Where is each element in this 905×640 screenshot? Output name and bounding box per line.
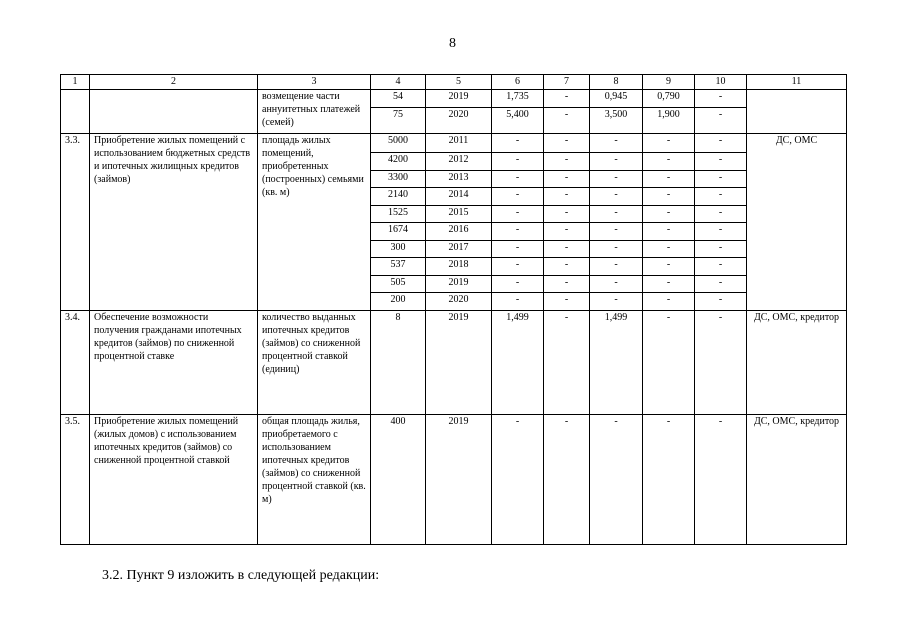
value-cell: - — [695, 240, 747, 258]
value-cell: - — [695, 134, 747, 153]
value-cell: - — [643, 310, 695, 414]
value-cell: 2013 — [426, 170, 492, 188]
value-cell: - — [590, 205, 643, 223]
value-cell: 2014 — [426, 188, 492, 206]
value-cell: - — [544, 223, 590, 241]
value-cell: 1,900 — [643, 108, 695, 134]
value-cell: - — [492, 205, 544, 223]
value-cell: - — [544, 108, 590, 134]
value-cell: 2019 — [426, 414, 492, 544]
value-cell: - — [643, 258, 695, 276]
col-header: 8 — [590, 75, 643, 90]
value-cell: 2018 — [426, 258, 492, 276]
value-cell: - — [643, 205, 695, 223]
header-row — [61, 75, 847, 90]
value-cell: - — [695, 310, 747, 414]
value-cell: - — [695, 293, 747, 311]
value-cell: 2016 — [426, 223, 492, 241]
value-cell: - — [492, 240, 544, 258]
value-cell: - — [643, 240, 695, 258]
value-cell: - — [492, 170, 544, 188]
value-cell: - — [492, 258, 544, 276]
executor: ДС, ОМС, кредитор — [747, 310, 847, 414]
value-cell: 2019 — [426, 90, 492, 108]
value-cell: - — [590, 293, 643, 311]
value-cell: - — [544, 90, 590, 108]
value-cell: 4200 — [371, 153, 426, 171]
value-cell: - — [492, 153, 544, 171]
indicator: площадь жилых помещений, приобретенных (построенных) семьями (кв. м) — [258, 134, 371, 311]
amendment-text: 3.2. Пункт 9 изложить в следующей редакции: — [102, 568, 380, 583]
value-cell: - — [643, 134, 695, 153]
value-cell: - — [590, 275, 643, 293]
indicator: общая площадь жилья, приобретаемого с использованием ипотечных кредитов (займов) со сниженной процентной ставкой (кв. м) — [258, 414, 371, 544]
value-cell: 3,500 — [590, 108, 643, 134]
col-header: 9 — [643, 75, 695, 90]
page-number: 8 — [449, 36, 456, 51]
col-header: 4 — [371, 75, 426, 90]
value-cell: 2017 — [426, 240, 492, 258]
table-row — [61, 310, 847, 414]
value-cell: 1,735 — [492, 90, 544, 108]
value-cell: 1525 — [371, 205, 426, 223]
value-cell: - — [590, 414, 643, 544]
value-cell: - — [544, 188, 590, 206]
value-cell: 1,499 — [492, 310, 544, 414]
value-cell: 400 — [371, 414, 426, 544]
col-header: 3 — [258, 75, 371, 90]
value-cell: 2012 — [426, 153, 492, 171]
col-header: 7 — [544, 75, 590, 90]
value-cell: 3300 — [371, 170, 426, 188]
value-cell: - — [643, 223, 695, 241]
col-header: 2 — [90, 75, 258, 90]
value-cell: - — [544, 275, 590, 293]
value-cell: - — [695, 275, 747, 293]
executor: ДС, ОМС, кредитор — [747, 414, 847, 544]
value-cell: - — [544, 310, 590, 414]
value-cell: 2011 — [426, 134, 492, 153]
item-number: 3.4. — [61, 310, 90, 414]
value-cell: - — [492, 134, 544, 153]
value-cell: - — [544, 153, 590, 171]
value-cell: - — [544, 414, 590, 544]
value-cell: - — [590, 170, 643, 188]
value-cell: 8 — [371, 310, 426, 414]
value-cell: 0,790 — [643, 90, 695, 108]
value-cell: - — [590, 258, 643, 276]
value-cell: 2140 — [371, 188, 426, 206]
value-cell: - — [643, 170, 695, 188]
col-header: 11 — [747, 75, 847, 90]
item-name — [90, 90, 258, 134]
value-cell: 1674 — [371, 223, 426, 241]
value-cell: 1,499 — [590, 310, 643, 414]
table-row — [61, 134, 847, 153]
item-name: Приобретение жилых помещений (жилых домов) с использованием ипотечных кредитов (займов) со сниженной процентной ставкой — [90, 414, 258, 544]
col-header: 6 — [492, 75, 544, 90]
value-cell: - — [544, 293, 590, 311]
indicator: возмещение части аннуитетных платежей (семей) — [258, 90, 371, 134]
value-cell: 2020 — [426, 293, 492, 311]
item-name: Приобретение жилых помещений с использованием бюджетных средств и ипотечных жилищных кредитов (займов) — [90, 134, 258, 311]
value-cell: - — [492, 275, 544, 293]
value-cell: 5,400 — [492, 108, 544, 134]
item-name: Обеспечение возможности получения гражданами ипотечных кредитов (займов) по сниженной процентной ставке — [90, 310, 258, 414]
value-cell: 2019 — [426, 275, 492, 293]
executor — [747, 90, 847, 134]
value-cell: - — [643, 275, 695, 293]
value-cell: - — [643, 414, 695, 544]
value-cell: - — [492, 223, 544, 241]
col-header: 10 — [695, 75, 747, 90]
value-cell: - — [695, 188, 747, 206]
value-cell: 0,945 — [590, 90, 643, 108]
table-row — [61, 90, 847, 108]
item-number — [61, 90, 90, 134]
value-cell: 2015 — [426, 205, 492, 223]
value-cell: - — [695, 90, 747, 108]
value-cell: - — [544, 205, 590, 223]
col-header: 1 — [61, 75, 90, 90]
value-cell: - — [695, 170, 747, 188]
value-cell: - — [590, 223, 643, 241]
value-cell: 200 — [371, 293, 426, 311]
value-cell: - — [590, 188, 643, 206]
value-cell: 537 — [371, 258, 426, 276]
value-cell: 505 — [371, 275, 426, 293]
value-cell: - — [590, 153, 643, 171]
value-cell: - — [695, 108, 747, 134]
item-number: 3.5. — [61, 414, 90, 544]
program-table — [60, 74, 847, 545]
executor: ДС, ОМС — [747, 134, 847, 311]
indicator: количество выданных ипотечных кредитов (займов) со сниженной процентной ставкой (единиц) — [258, 310, 371, 414]
value-cell: - — [643, 188, 695, 206]
value-cell: - — [643, 293, 695, 311]
value-cell: - — [492, 414, 544, 544]
table-row — [61, 414, 847, 544]
value-cell: - — [590, 240, 643, 258]
value-cell: - — [643, 153, 695, 171]
value-cell: 300 — [371, 240, 426, 258]
value-cell: - — [544, 240, 590, 258]
value-cell: - — [492, 188, 544, 206]
value-cell: - — [544, 170, 590, 188]
value-cell: - — [695, 205, 747, 223]
value-cell: 2019 — [426, 310, 492, 414]
value-cell: - — [492, 293, 544, 311]
value-cell: - — [544, 258, 590, 276]
col-header: 5 — [426, 75, 492, 90]
value-cell: 5000 — [371, 134, 426, 153]
value-cell: - — [695, 258, 747, 276]
value-cell: - — [544, 134, 590, 153]
value-cell: 54 — [371, 90, 426, 108]
value-cell: - — [590, 134, 643, 153]
value-cell: 75 — [371, 108, 426, 134]
value-cell: - — [695, 153, 747, 171]
value-cell: 2020 — [426, 108, 492, 134]
value-cell: - — [695, 414, 747, 544]
value-cell: - — [695, 223, 747, 241]
item-number: 3.3. — [61, 134, 90, 311]
